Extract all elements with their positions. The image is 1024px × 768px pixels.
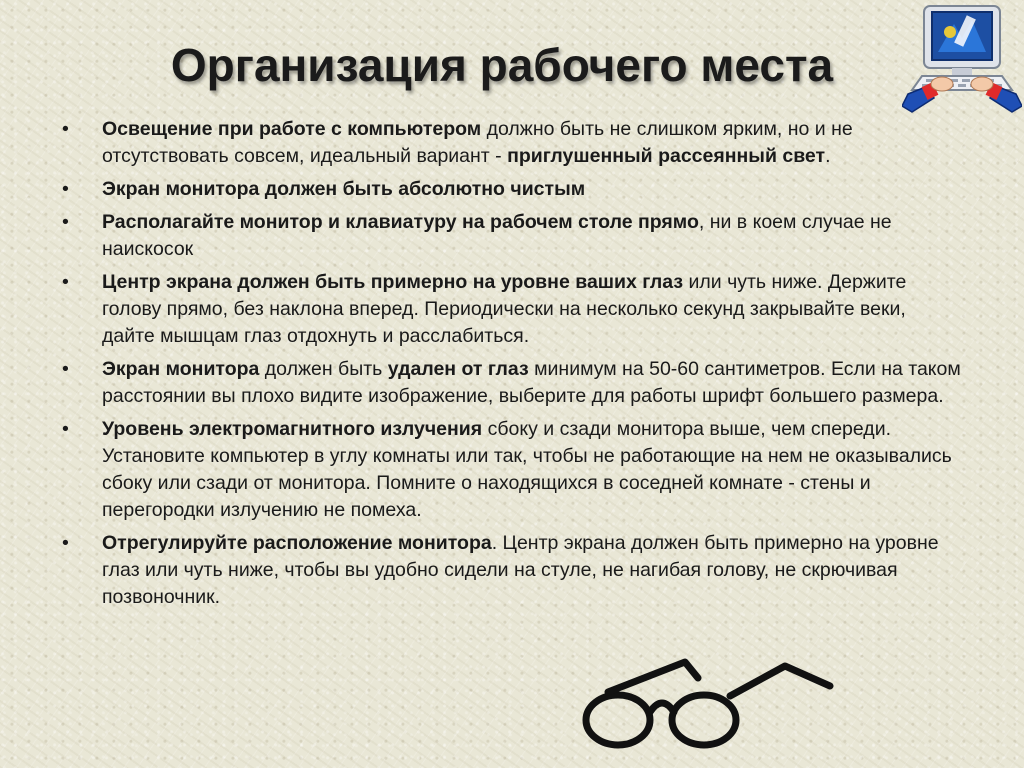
bullet-marker: •	[62, 211, 69, 233]
bullet-text	[102, 178, 585, 200]
bullet-text	[102, 532, 939, 608]
text-span: минимум на 50-60 сантиметров. Если на таком расстоянии вы плохо видите изображение, выберите для работы шрифт большего размера.	[102, 358, 961, 407]
eyeglasses-icon	[580, 650, 840, 755]
slide-title: Организация рабочего места	[170, 39, 834, 91]
bullet-item	[62, 209, 962, 263]
text-span: сбоку и сзади монитора выше, чем спереди. Установите компьютер в углу комнаты или так, чтобы не работающие на нем не оказывались сбоку или сзади от монитора. Помните о находящихся в соседней комнате - стены и перегородки излучению не помеха.	[102, 418, 952, 521]
bold-text: приглушенный рассеянный свет	[507, 145, 826, 167]
bullet-text	[102, 358, 961, 407]
bullet-item	[62, 116, 962, 170]
bold-text: удален от глаз	[387, 358, 529, 380]
bold-text: Уровень электромагнитного излучения	[102, 418, 483, 440]
bold-text: Экран монитора должен быть абсолютно чистым	[102, 178, 586, 200]
bullet-text	[102, 418, 952, 521]
bullet-marker: •	[62, 532, 69, 554]
bold-text: Располагайте монитор и клавиатуру на рабочем столе прямо	[102, 211, 699, 233]
text-span: .	[825, 145, 831, 167]
text-span: . Центр экрана должен быть примерно на уровне глаз или чуть ниже, чтобы вы удобно сидели на стуле, не нагибая голову, не скрючивая позвоночник.	[102, 532, 939, 608]
bullet-text	[102, 271, 906, 347]
bold-text: Отрегулируйте расположение монитора	[102, 532, 492, 554]
text-span: должен быть	[259, 358, 388, 380]
bullet-item	[62, 530, 962, 611]
bold-text: Освещение при работе с компьютером	[102, 118, 482, 140]
bullet-item	[62, 356, 962, 410]
bullet-marker: •	[62, 358, 69, 380]
bullet-text	[102, 211, 892, 260]
text-span: или чуть ниже. Держите голову прямо, без наклона вперед. Периодически на несколько секунд закрывайте веки, дайте мышцам глаз отдохнуть и расслабиться.	[102, 271, 907, 347]
bullet-text	[102, 118, 853, 167]
bullet-marker: •	[62, 418, 69, 440]
text-span: должно быть не слишком ярким, но и не отсутствовать совсем, идеальный вариант -	[102, 118, 853, 167]
text-span: , ни в коем случае не наискосок	[102, 211, 892, 260]
bold-text: Экран монитора	[102, 358, 260, 380]
bullet-item	[62, 416, 962, 524]
bullet-list	[62, 116, 962, 617]
computer-user-icon	[902, 2, 1022, 114]
bullet-marker: •	[62, 118, 69, 140]
bold-text: Центр экрана должен быть примерно на уровне ваших глаз	[102, 271, 684, 293]
bullet-item	[62, 269, 962, 350]
bullet-marker: •	[62, 271, 69, 293]
bullet-marker: •	[62, 178, 69, 200]
bullet-item	[62, 176, 962, 203]
